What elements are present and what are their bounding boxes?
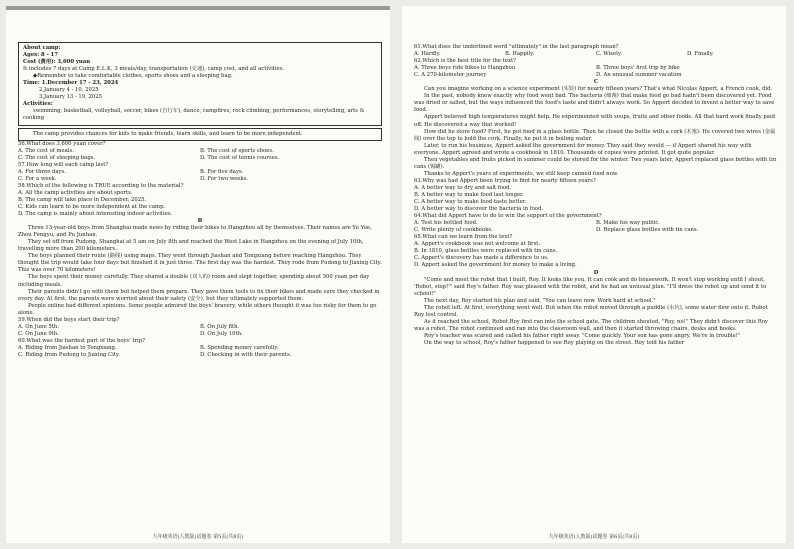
q59-option-d[interactable]: D. On July 10th. [200, 330, 243, 337]
q57-option-d[interactable]: D. For two weeks. [200, 175, 249, 182]
page-footer-left: 九年级英语(人教版)试题卷 第5页(共8页) [152, 534, 244, 540]
q58-option-a[interactable]: A. All the camp activities are about sports. [18, 189, 133, 196]
passage-b-p6: People online had different opinions. Some people admired the boys' bravery, while others thought it was too risky for them to go alone. [18, 302, 377, 316]
passage-c-p7: Thanks to Appert's years of experiments, we still keep canned food now. [424, 170, 619, 177]
camp-cost-text: It includes 7 days at Camp E.L.K, 3 meals/day, transportation (交通), camp cost, and all activities. [23, 66, 285, 73]
q62-options [414, 65, 778, 79]
camp-time-label: Time: 1.December 17 - 23, 2024 [23, 80, 119, 87]
camp-notice-box [18, 128, 382, 141]
camp-ages: Ages: 8 - 17 [23, 52, 58, 59]
q63-option-a[interactable]: A. A better way to dry and salt food. [414, 184, 512, 191]
passage-b-p4: The boys spent their money carefully. They shared a double (双人的) room and slept together, spending about 500 yuan per day including meals. [18, 274, 370, 288]
passage-c-p1: Can you imagine working on a science experiment (实验) for nearly fifteen years? That's what Nicolas Appert, a French cook, did. [424, 86, 773, 93]
q59-options [18, 324, 382, 338]
camp-time-3: 3.January 13 - 19, 2025 [39, 94, 103, 101]
q56-options [18, 148, 382, 162]
q63-option-b[interactable]: B. A better way to make food last longer. [414, 191, 524, 198]
q62-option-c[interactable]: C. A 270-kilometer journey [414, 72, 487, 79]
q65-options [414, 241, 778, 269]
q62-option-d[interactable]: D. An unusual summer vacation [596, 72, 682, 79]
q61-stem: 61.What does the underlined word "ultimately" in the last paragraph mean? [414, 44, 619, 50]
q59-option-a[interactable]: A. On June 5th. [18, 323, 59, 330]
left-column [18, 44, 382, 359]
q58-option-b[interactable]: B. The camp will take place in December, 2025. [18, 196, 147, 203]
camp-info-box [18, 42, 382, 126]
passage-d-p6: On the way to school, Roy's father happened to see Roy playing on the street. Roy told his father [424, 339, 685, 346]
page-footer-right: 九年级英语(人教版)试题卷 第6页(共8页) [548, 534, 640, 540]
q61-option-c[interactable]: C. Wisely. [596, 51, 622, 58]
q65-option-a[interactable]: A. Appert's cookbook was not welcome at first. [414, 241, 541, 248]
passage-d-p2: The next day, Roy started his plan and said, "You can leave now. Work hard at school." [424, 297, 656, 304]
q58-option-d[interactable]: D. The camp is mainly about interesting indoor activities. [18, 211, 173, 218]
passage-c-p3: Appert believed high temperatures might help. He experimented with soups, fruits and other foods. All that hard work finally paid off. He discovered a way that worked! [414, 114, 776, 128]
q64-options [414, 220, 778, 234]
passage-d-p4: As it reached the school, Robot Roy first ran into the school gate. The children shouted, "Roy, no!" They didn't discover this Roy was a robot. The robot continued and ran into the classroom wall, and then it started throwing chairs, desks and books. [414, 318, 768, 332]
q57-options [18, 169, 382, 183]
camp-cost-label: Cost (费用): 3,600 yuan [23, 59, 91, 66]
passage-b-p3: The boys planned their route (路线) using maps. They went through Jiashan and Tongxiang before reaching Hangzhou. They thought the trip would take four days but finished it in just three. The first day was the hardest. They rode from Pudong to Jiaxing City. This was over 70 kilometers! [18, 253, 382, 274]
q61-options [414, 51, 778, 58]
q63-options [414, 185, 778, 213]
q65-option-d[interactable]: D. Appert asked the government for money to make a living. [414, 262, 577, 269]
passage-c-p6: Then vegetables and fruits picked in summer could be stored for the winter. Two years later, Appert replaced glass bottles with tin cans (锡罐). [414, 156, 777, 170]
passage-b-p1: Three 13-year-old boys from Shanghai made news by riding their bikes to Hangzhou all by themselves. Their names are Yu Yue, Zhou Fengyu, and Pu Junhan. [18, 225, 372, 239]
binding-edge [6, 6, 390, 10]
q57-option-a[interactable]: A. For three days. [18, 168, 66, 175]
q60-option-d[interactable]: D. Checking in with their parents. [200, 351, 292, 358]
q63-stem: 63.Why was had Appert been trying to find for nearly fifteen years? [414, 177, 596, 184]
page-right [402, 6, 786, 543]
q57-option-b[interactable]: B. For five days. [200, 168, 244, 175]
q64-option-a[interactable]: A. Test his bottled food. [414, 220, 478, 227]
passage-d-p1: "Come and meet the robot that I built, Roy. It looks like you. It can cook and do housework. It won't stop working until I shout, 'Robot, stop!'" said Roy's father. Roy was pleased with the robot, and he had an unusual plan. "I'll dress the robot up and send it to school!" [414, 276, 767, 297]
q60-option-a[interactable]: A. Riding from Jiashan to Tongxiang. [18, 344, 117, 351]
q57-stem: 57.How long will each camp last? [18, 161, 109, 168]
section-d-heading: D [593, 269, 599, 276]
q57-option-c[interactable]: C. For a week. [18, 175, 57, 182]
q64-option-d[interactable]: D. Replace glass bottles with tin cans. [596, 227, 699, 234]
q63-option-c[interactable]: C. A better way to make food taste better. [414, 199, 527, 206]
camp-time-2: 2.January 4 - 10, 2025 [39, 87, 99, 94]
q58-option-c[interactable]: C. Kids can learn to be more independent at the camp. [18, 203, 166, 210]
q56-option-a[interactable]: A. The cost of meals. [18, 147, 74, 154]
q59-option-c[interactable]: C. On June 9th. [18, 330, 60, 337]
q64-option-c[interactable]: C. Write plenty of cookbooks. [414, 227, 493, 234]
q61-option-b[interactable]: B. Happily. [505, 51, 535, 58]
q56-option-d[interactable]: D. The cost of tennis courses. [200, 154, 280, 161]
q59-stem: 59.When did the boys start their trip? [18, 316, 120, 323]
q62-option-a[interactable]: A. Three boys ride bikes to Hangzhou [414, 65, 516, 72]
q62-stem: 62.Which is the best title for the text? [414, 58, 516, 65]
section-b-heading: B [197, 218, 203, 225]
camp-title: About camp: [23, 45, 61, 51]
passage-c-p4: How did he store food? First, he put food in a glass bottle. Then he closed the bottle with a cork (木塞). He covered two wires (金属线) over the top to hold the cork. Finally, he put it in boiling water. [414, 128, 776, 142]
q56-stem: 56.What does 3,600 yuan cover? [18, 140, 106, 147]
q65-option-c[interactable]: C. Appert's discovery has made a difference to us. [414, 255, 549, 262]
camp-notice: The camp provides chances for kids to make friends, learn skills, and learn to be more independent. [33, 130, 303, 137]
passage-c-p5: Later, to run his business, Appert asked the government for money. They said they would — if Appert shared his way with everyone. Appert agreed and wrote a cookbook in 1810. Thousands of copies were printed. It got quite popular. [414, 142, 752, 156]
passage-b-p5: Their parents didn't go with them but helped them prepare. They gave them tools to fix their bikes and made sure they checked in every day. At first, the parents were worried about their safety (安全), but they ultimately supported them. [18, 288, 380, 302]
q63-option-d[interactable]: D. A better way to discover the bacteria in food. [414, 206, 544, 213]
q60-option-b[interactable]: B. Spending money carefully. [200, 344, 279, 351]
q61-option-d[interactable]: D. Finally. [687, 51, 714, 58]
page-left [6, 6, 390, 543]
right-column [414, 44, 778, 347]
passage-b-p2: They set off from Pudong, Shanghai at 5 am on July 8th and reached the West Lake in Hangzhou on the evening of July 10th, travelling more than 200 kilometers. [18, 239, 364, 253]
camp-activities-text: swimming, basketball, volleyball, soccer, bikes (自行车), dance, campfires, rock climbing, performances, storytelling, arts & cooking [23, 108, 365, 122]
passage-d-p3: The robot left. At first, everything went well. But when the robot moved through a puddle (水坑), some water flew onto it. Robot Roy lost control. [414, 304, 768, 318]
q56-option-b[interactable]: B. The cost of sports shoes. [200, 147, 274, 154]
q58-stem: 58.Which of the following is TRUE according to the material? [18, 182, 184, 189]
q58-options [18, 190, 382, 218]
q60-option-c[interactable]: C. Riding from Pudong to Jiaxing City. [18, 351, 120, 358]
camp-remember: ◆Remember to take comfortable clothes, sports shoes and a sleeping bag. [33, 73, 233, 80]
camp-activities-label: Activities: [23, 101, 53, 108]
q65-option-b[interactable]: B. In 1810, glass bottles were replaced with tin cans. [414, 248, 558, 255]
q64-option-b[interactable]: B. Make his way public. [596, 220, 660, 227]
section-c-heading: C [593, 79, 599, 86]
passage-c-p2: In the past, nobody knew exactly why food went bad. The bacteria (细菌) that make food go bad hadn't been discovered yet. Food was dried or salted, but the ways influenced the food's taste and didn't always work. So Appert decided to invent a better way to save food. [414, 93, 775, 114]
q61-option-a[interactable]: A. Hardly. [414, 51, 441, 58]
q60-stem: 60.What was the hardest part of the boys' trip? [18, 337, 145, 344]
q56-option-c[interactable]: C. The cost of sleeping bags. [18, 154, 96, 161]
q65-stem: 65.What can we learn from the text? [414, 234, 513, 241]
q64-stem: 64.What did Appert have to do to win the support of the government? [414, 213, 602, 220]
passage-d-p5: Roy's teacher was scared and called his father right away. "Come quickly. Your son has gone angry. We're in trouble!" [424, 332, 741, 339]
q59-option-b[interactable]: B. On July 8th. [200, 323, 240, 330]
q62-option-b[interactable]: B. Three boys' first trip by bike [596, 65, 680, 72]
q60-options [18, 345, 382, 359]
